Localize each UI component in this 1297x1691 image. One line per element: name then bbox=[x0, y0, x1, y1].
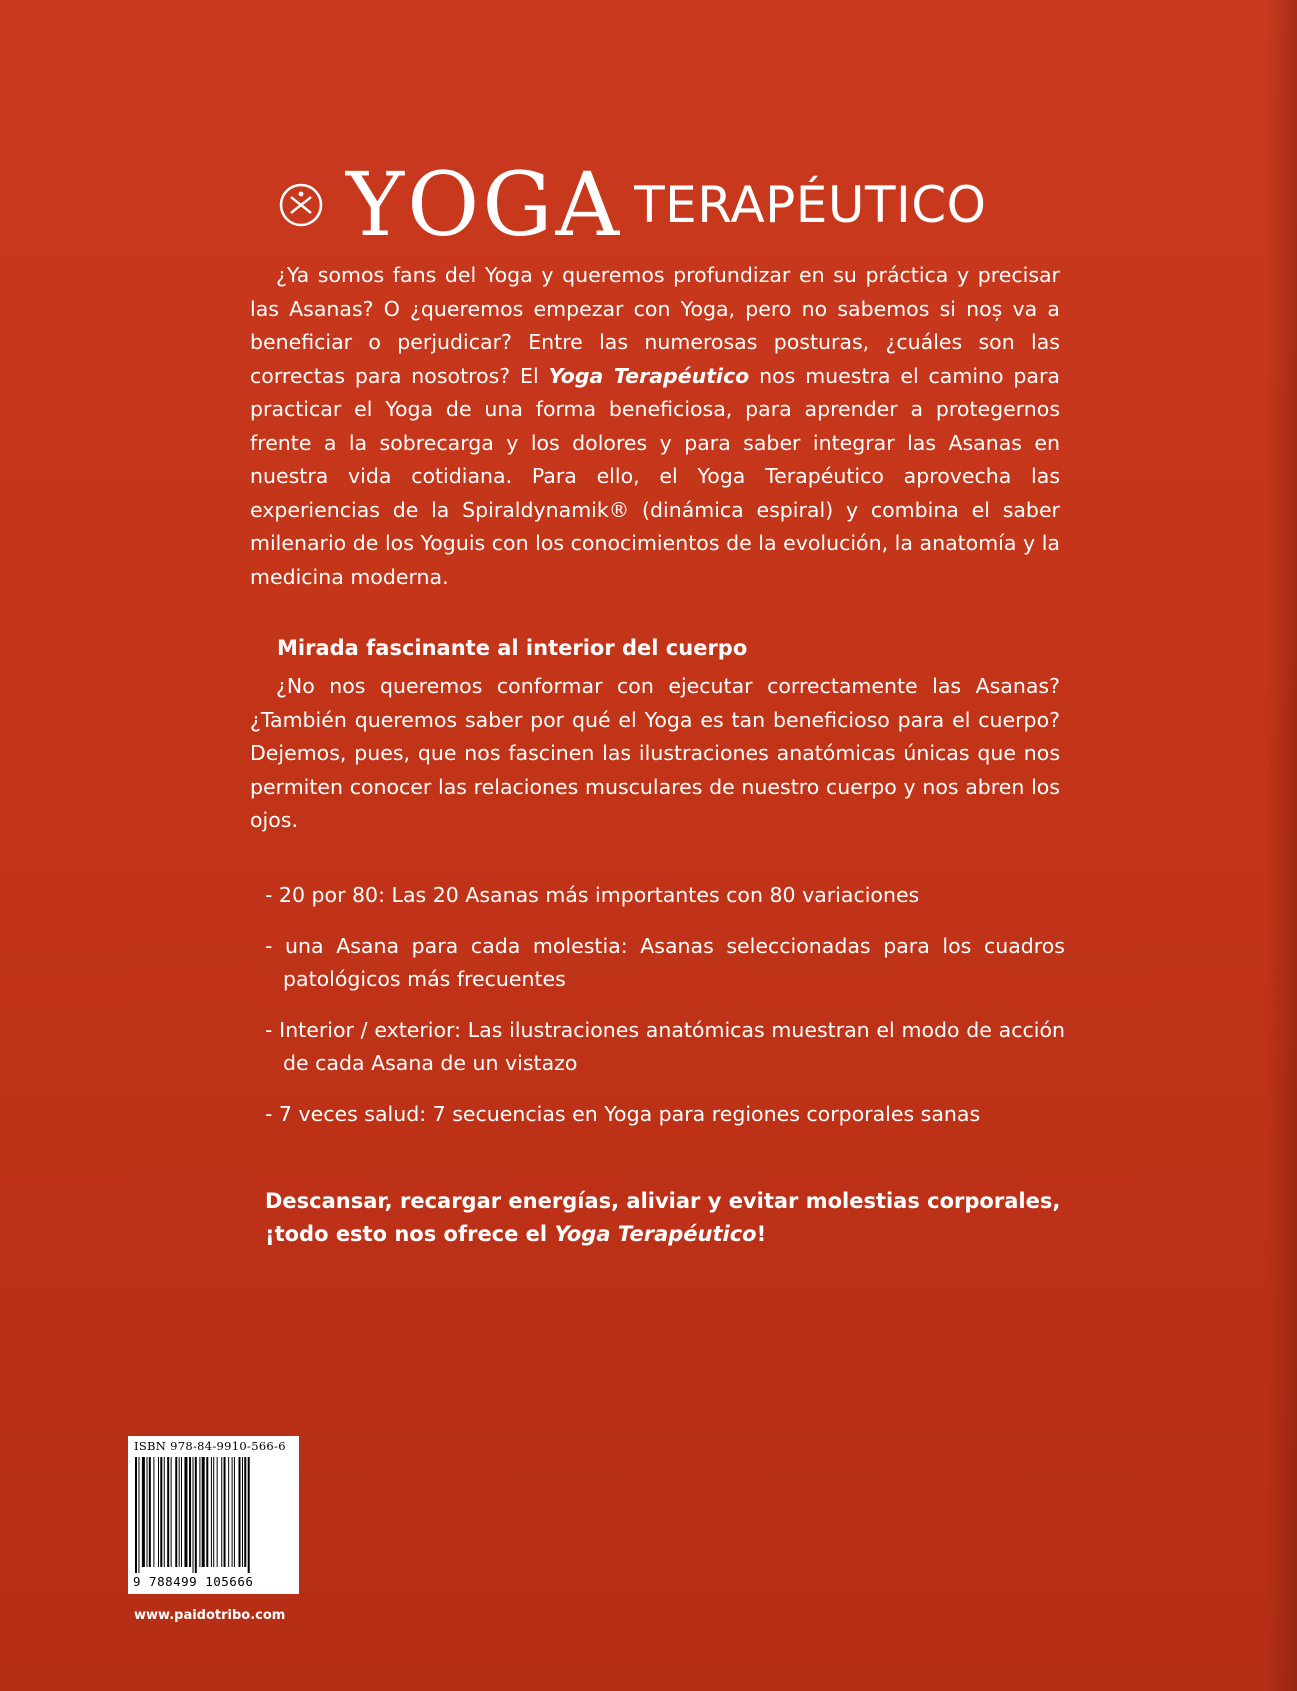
isbn-barcode bbox=[128, 1436, 299, 1594]
list-item: - 7 veces salud: 7 secuencias en Yoga para regiones corporales sanas bbox=[265, 1101, 981, 1126]
barcode-bar bbox=[179, 1457, 180, 1567]
barcode-bar bbox=[142, 1457, 145, 1567]
barcode-bar bbox=[234, 1457, 235, 1567]
publisher-website: www.paidotribo.com bbox=[134, 1608, 286, 1623]
barcode-bar bbox=[189, 1457, 191, 1567]
barcode-bar bbox=[199, 1457, 200, 1567]
barcode-bar bbox=[211, 1457, 212, 1567]
barcode-digits: 9 788499 105666 bbox=[133, 1574, 254, 1589]
barcode-bar bbox=[213, 1457, 214, 1567]
barcode-bar bbox=[224, 1457, 226, 1567]
barcode-bar bbox=[248, 1457, 250, 1573]
intro-text-2: nos muestra el camino para practicar el Yoga de una forma beneficiosa, para aprender a protegernos frente a la sobrecarga y los dolores y para saber integrar las Asanas en nuestra vida cotidiana. Para ello, el Yoga Terapéutico aprovecha las experiencias de la Spiraldynamik® (dinámica espiral) y combina el saber milenario de los Yoguis con los conocimientos de la evolución, la anatomía y la medicina moderna. bbox=[250, 363, 1060, 589]
barcode-bar bbox=[244, 1457, 246, 1567]
barcode-bar bbox=[175, 1457, 177, 1567]
barcode-bar bbox=[153, 1457, 154, 1567]
list-item: - 20 por 80: Las 20 Asanas más importantes con 80 variaciones bbox=[265, 883, 920, 907]
list-item: - una Asana para cada molestia: Asanas seleccionadas para los cuadros patológicos más frecuentes bbox=[265, 933, 1065, 991]
barcode-bar bbox=[232, 1457, 233, 1567]
barcode-bar bbox=[135, 1457, 137, 1573]
barcode-bar bbox=[158, 1457, 159, 1567]
closing-suffix: ! bbox=[756, 1222, 767, 1246]
list-item: - Interior / exterior: Las ilustraciones anatómicas muestran el modo de acción de cada Asana de un vistazo bbox=[265, 1017, 1065, 1075]
closing-prefix: ¡todo esto nos ofrece el bbox=[265, 1222, 555, 1246]
spine-shadow bbox=[1267, 0, 1297, 1691]
intro-emphasis: Yoga Terapéutico bbox=[548, 363, 750, 388]
closing-statement bbox=[265, 1185, 1065, 1251]
book-title bbox=[278, 150, 987, 260]
barcode-bar bbox=[193, 1457, 194, 1573]
barcode-bar bbox=[228, 1457, 229, 1567]
barcode-bar bbox=[239, 1457, 241, 1567]
section-paragraph bbox=[250, 670, 1060, 838]
barcode-bar bbox=[171, 1457, 172, 1567]
closing-emphasis: Yoga Terapéutico bbox=[554, 1222, 757, 1246]
intro-paragraph bbox=[250, 259, 1060, 594]
barcode-bar bbox=[242, 1457, 243, 1567]
feature-list bbox=[265, 879, 1065, 1148]
section-text: ¿No nos queremos conformar con ejecutar correctamente las Asanas? ¿También queremos saber por qué el Yoga es tan beneficioso para el cuerpo? Dejemos, pues, que nos fascinen las ilustraciones anatómicas únicas que nos permiten conocer las relaciones musculares de nuestro cuerpo y nos abren los ojos. bbox=[250, 674, 1060, 832]
barcode-bar bbox=[160, 1457, 162, 1567]
barcode-bar bbox=[221, 1457, 222, 1567]
barcode-bar bbox=[202, 1457, 205, 1567]
barcode-bar bbox=[149, 1457, 151, 1567]
barcode-bar bbox=[195, 1457, 197, 1573]
closing-line-1: Descansar, recargar energías, aliviar y evitar molestias corporales, bbox=[265, 1189, 1061, 1213]
section-heading: Mirada fascinante al interior del cuerpo bbox=[277, 636, 748, 660]
isbn-label: ISBN 978-84-9910-566-6 bbox=[134, 1439, 286, 1453]
barcode-bar bbox=[167, 1457, 169, 1567]
barcode-bar bbox=[181, 1457, 182, 1567]
title-main: YOGA bbox=[346, 153, 623, 256]
barcode-bar bbox=[217, 1457, 218, 1567]
title-sub: TERAPÉUTICO bbox=[634, 176, 987, 234]
barcode-bar bbox=[147, 1457, 148, 1567]
barcode-bar bbox=[138, 1457, 139, 1573]
barcode-bar bbox=[206, 1457, 208, 1567]
intro-text-1: ¿Ya somos fans del Yoga y queremos profundizar en su práctica y precisar las Asanas? O ¿queremos empezar con Yoga, pero no sabemos si noș va a beneficiar o perjudicar? Entre las numerosas posturas, ¿cuáles son las correctas para nosotros? El bbox=[250, 263, 1060, 388]
barcode-bars bbox=[133, 1457, 294, 1573]
barcode-bar bbox=[184, 1457, 187, 1567]
barcode-bar bbox=[164, 1457, 165, 1567]
yoga-circle-icon bbox=[278, 182, 324, 228]
